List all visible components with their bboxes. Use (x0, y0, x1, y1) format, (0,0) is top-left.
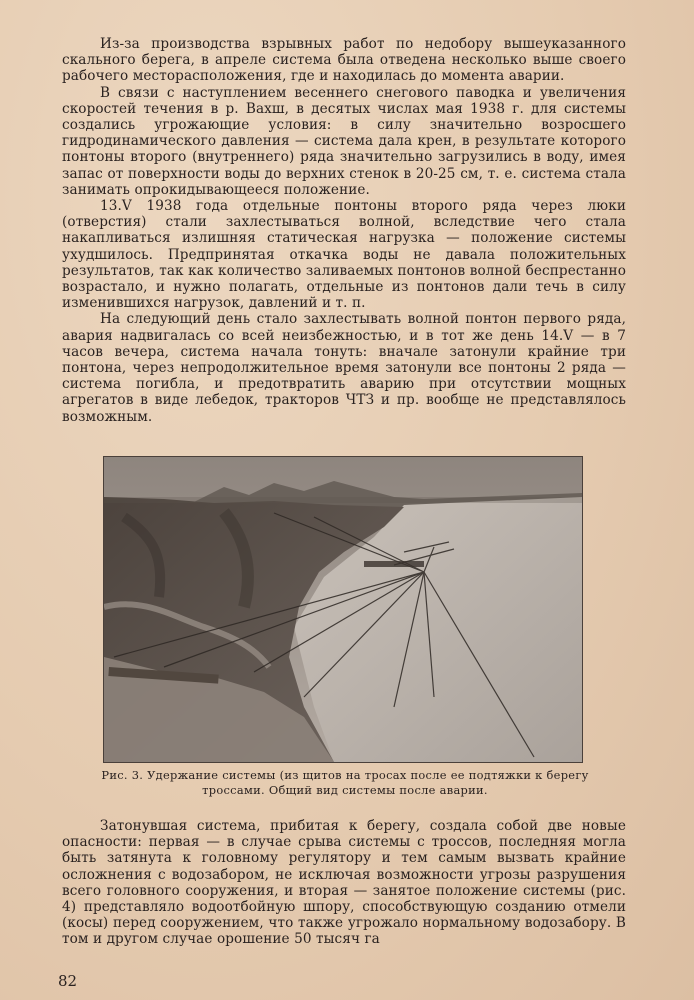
figure-caption: Рис. 3. Удержание системы (из щитов на тросах после ее подтяжки к берегу тросcами. Общий вид системы после аварии. (101, 768, 589, 797)
riverbank-photo-illustration (104, 457, 582, 762)
body-text-top (62, 36, 626, 425)
paragraph: В связи с наступлением весеннего снегового паводка и увеличения скоростей течения в р. Вахш, в десятых числах мая 1938 г. для системы создались угрожающие условия: в силу значительно возросшего гидродинамического давления — система дала крен, в результате которого понтоны второго (внутреннего) ряда значительно загрузились в воду, имея запас от поверхности воды до верхних стенок в 20-25 см, т. е. система стала занимать опрокидывающееся положение. (62, 84, 626, 198)
paragraph: 13.V 1938 года отдельные понтоны второго ряда через люки (отверстия) стали захлестываться волной, вследствие чего стала накапливаться излишняя статическая нагрузка — положение системы ухудшилось. Предпринятая откачка воды не давала положительных результатов, так как количество заливаемых понтонов волной беспрестанно возрастало, и нужно полагать, отдельные из понтонов дали течь в силу изменившихся нагрузок, давлений и т. п. (62, 198, 626, 312)
body-text-bottom (62, 818, 626, 948)
page-number: 82 (58, 972, 78, 990)
paragraph: Затонувшая система, прибитая к берегу, создала собой две новые опасности: первая — в случае срыва системы с троссов, последняя могла быть затянута к головному регулятору и тем самым вызвать крайние осложнения с водозабором, не исключая возможности угрозы разрушения всего головного сооружения, и вторая — занятое положение системы (рис. 4) представляло водоотбойную шпору, способствующую созданию отмели (косы) перед сооружением, что также угрожало нормальному водозабору. В том и другом случае орошение 50 тысяч га (62, 818, 626, 948)
figure-photo (103, 456, 583, 763)
paragraph: На следующий день стало захлестывать волной понтон первого ряда, авария надвигалась со всей неизбежностью, и в тот же день 14.V — в 7 часов вечера, система начала тонуть: вначале затонули крайние три понтона, через непродолжительное время затонули все понтоны 2 ряда — система погибла, и предотвратить аварию при отсутствии мощных агрегатов в виде лебедок, тракторов ЧТЗ и пр. вообще не представлялось возможным. (62, 311, 626, 425)
paragraph: Из-за производства взрывных работ по недобору вышеуказанного скального берега, в апреле система была отведена несколько выше своего рабочего месторасположения, где и находилась до момента аварии. (62, 36, 626, 85)
